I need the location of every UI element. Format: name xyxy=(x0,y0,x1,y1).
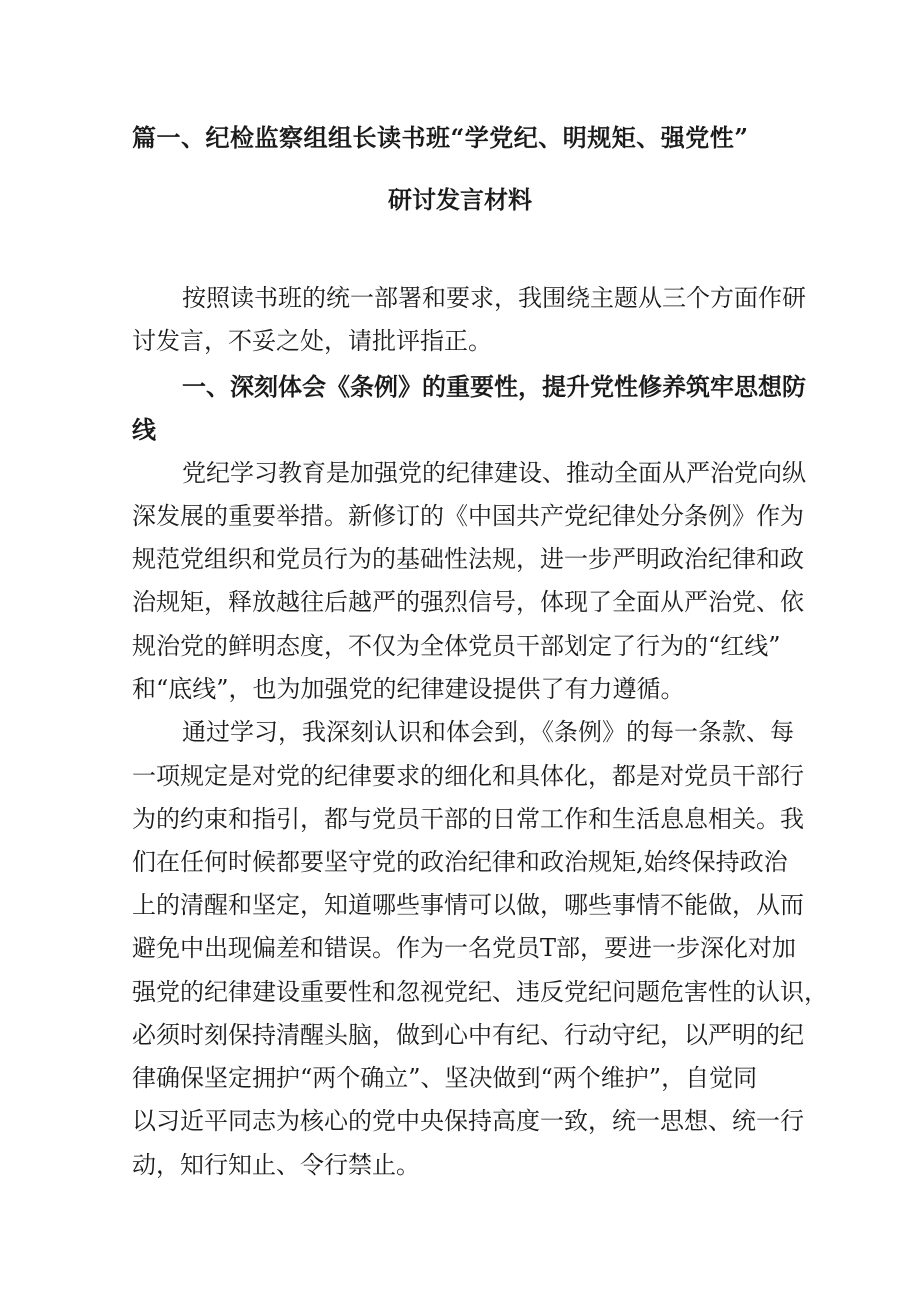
paragraph-line: 避免中出现偏差和错误。作为一名党员T部，要进一步深化对加 xyxy=(132,934,797,962)
paragraph-line: 动，知行知止、令行禁止。 xyxy=(132,1151,420,1179)
section-heading: 线 xyxy=(132,415,156,444)
paragraph-line: 律确保坚定拥护“两个确立”、坚决做到“两个维护”，自觉同 xyxy=(132,1064,758,1092)
paragraph-line: 强党的纪律建设重要性和忽视党纪、违反党纪问题危害性的认识， xyxy=(132,978,828,1006)
document-title: 篇一、纪检监察组组长读书班“学党纪、明规矩、强党性” xyxy=(132,123,749,152)
paragraph-line: 必须时刻保持清醒头脑，做到心中有纪、行动守纪，以严明的纪 xyxy=(132,1021,804,1049)
paragraph-line: 和“底线”，也为加强党的纪律建设提供了有力遵循。 xyxy=(132,675,685,703)
paragraph-line: 党纪学习教育是加强党的纪律建设、推动全面从严治党向纵 xyxy=(182,459,806,487)
document-subtitle: 研讨发言材料 xyxy=(388,185,532,214)
paragraph-line: 规治党的鲜明态度，不仅为全体党员干部划定了行为的“红线” xyxy=(132,632,781,660)
paragraph-line: 规范党组织和党员行为的基础性法规，进一步严明政治纪律和政 xyxy=(132,545,804,573)
paragraph-line: 深发展的重要举措。新修订的《中国共产党纪律处分条例》作为 xyxy=(132,502,804,530)
intro-line: 按照读书班的统一部署和要求，我围绕主题从三个方面作研 xyxy=(182,284,806,312)
paragraph-line: 们在任何时候都要坚守党的政治纪律和政治规矩,始终保持政治 xyxy=(132,848,788,876)
paragraph-line: 治规矩，释放越往后越严的强烈信号，体现了全面从严治党、依 xyxy=(132,588,804,616)
intro-line: 讨发言，不妥之处，请批评指正。 xyxy=(132,327,492,355)
paragraph-line: 上的清醒和坚定，知道哪些事情可以做，哪些事情不能做，从而 xyxy=(132,891,804,919)
paragraph-line: 通过学习，我深刻认识和体会到，《条例》的每一条款、每 xyxy=(182,718,794,746)
paragraph-line: 为的约束和指引，都与党员干部的日常工作和生活息息相关。我 xyxy=(132,805,804,833)
paragraph-line: 一项规定是对党的纪律要求的细化和具体化，都是对党员干部行 xyxy=(132,762,804,790)
section-heading: 一、深刻体会《条例》的重要性，提升党性修养筑牢思想防 xyxy=(182,372,806,401)
paragraph-line: 以习近平同志为核心的党中央保持高度一致，统一思想、统一行 xyxy=(132,1107,804,1135)
